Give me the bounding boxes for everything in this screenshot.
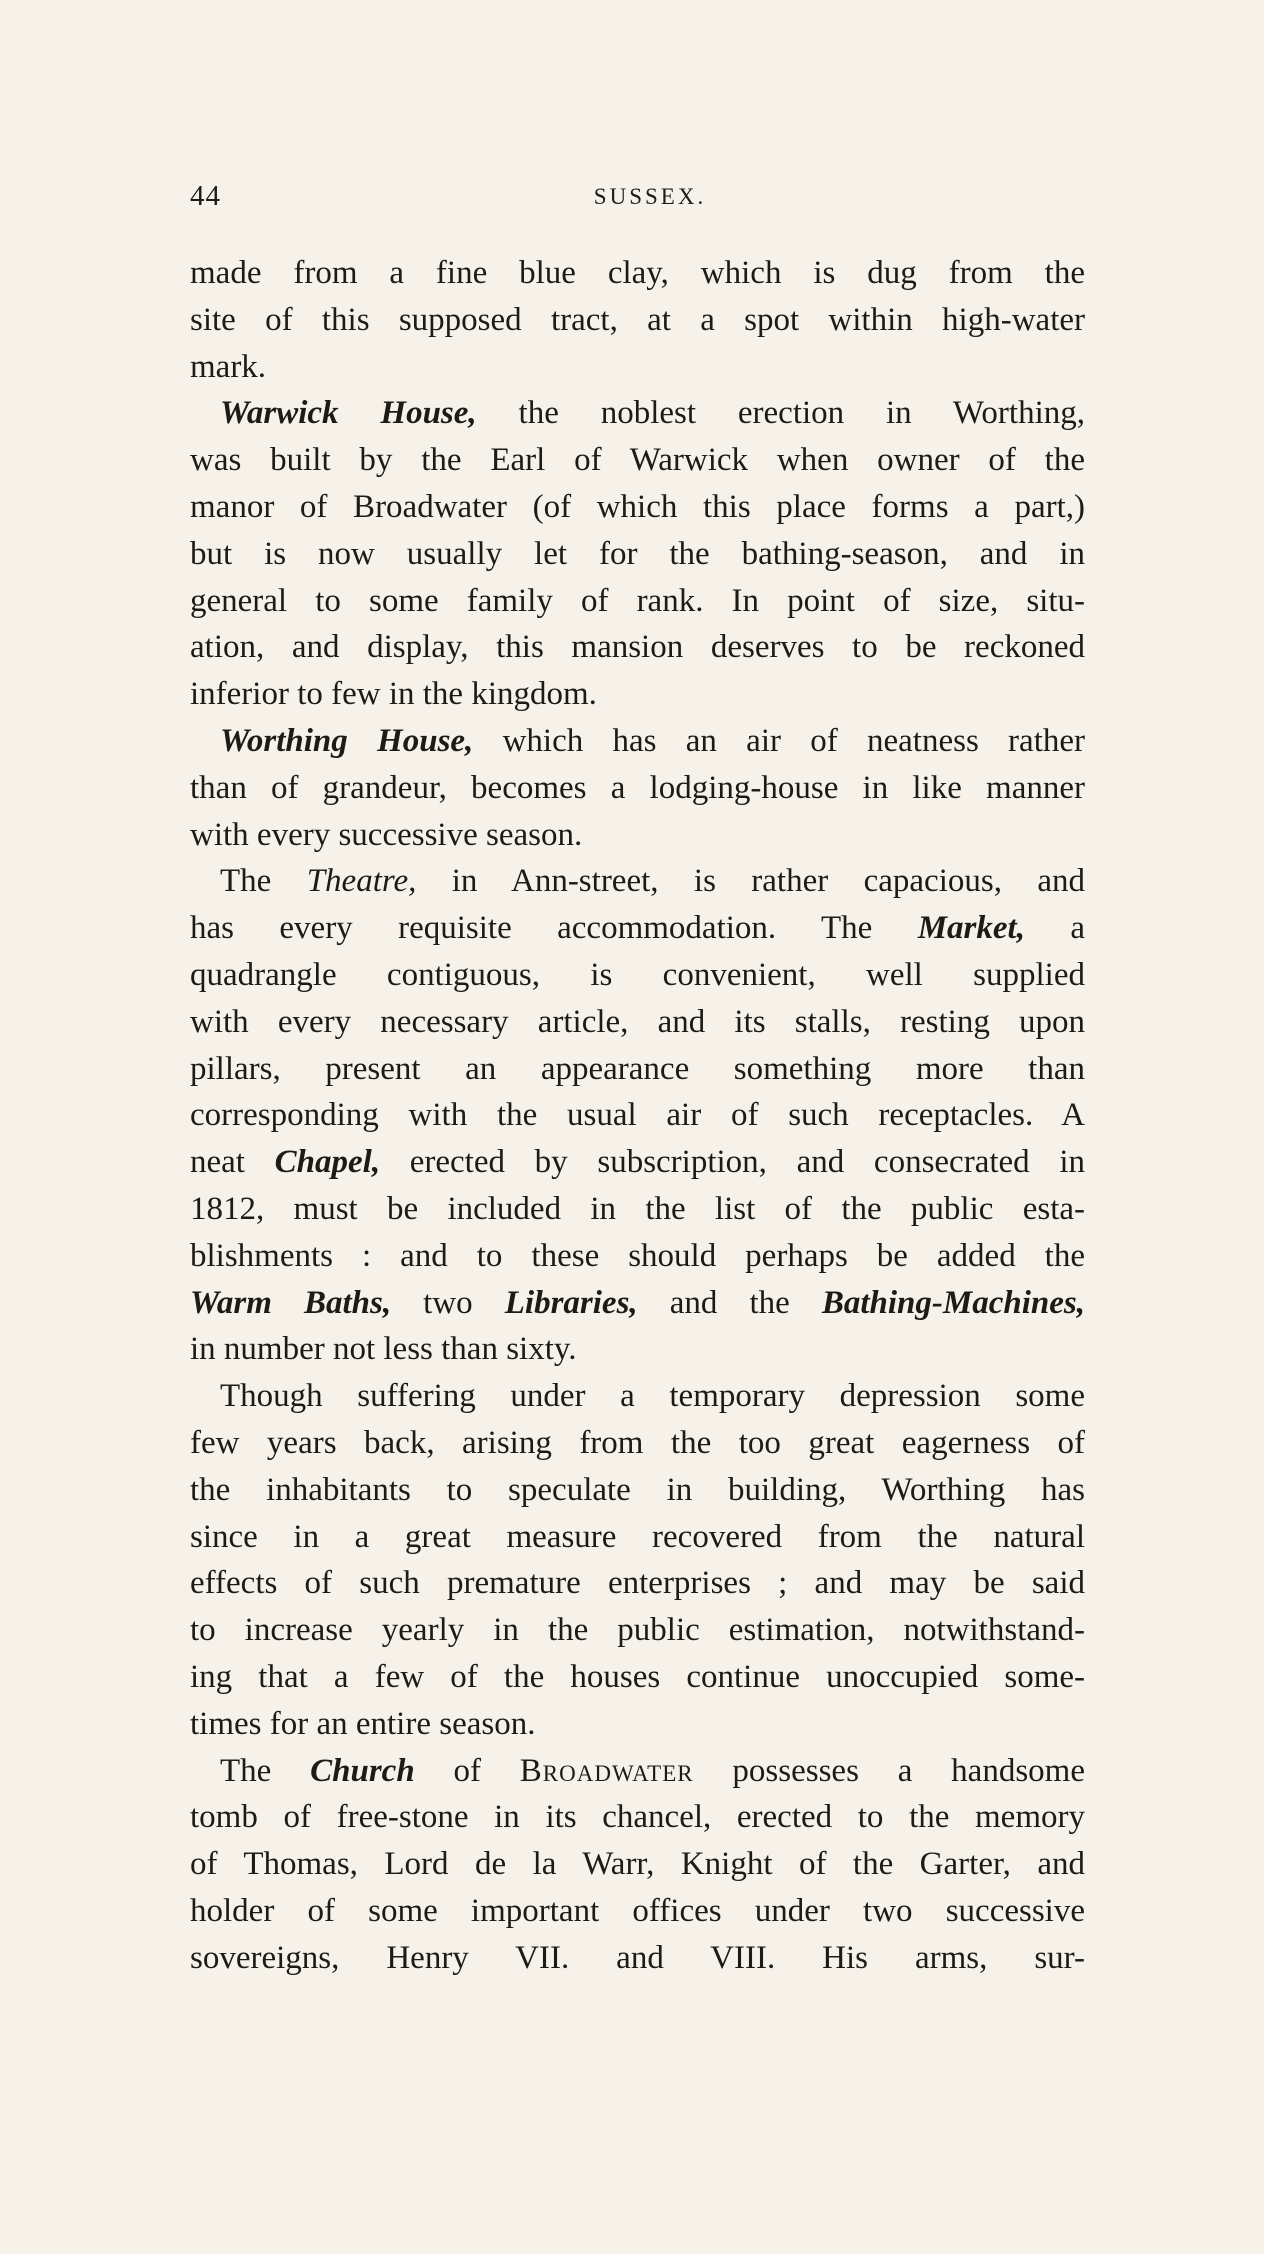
text-line: than of grandeur, becomes a lodging-house in like manner [190, 769, 1085, 806]
emphasis-chapel: Chapel, [274, 1144, 381, 1181]
emphasis-church: Church [310, 1752, 415, 1789]
text-line: neat Chapel, erected by subscription, and consecrated in [190, 1144, 1085, 1181]
page-header [190, 180, 1110, 230]
text-line: the inhabitants to speculate in building, Worthing has [190, 1471, 1085, 1508]
text-line: site of this supposed tract, at a spot within high-water [190, 301, 1085, 338]
text-line: sovereigns, Henry VII. and VIII. His arms, sur- [190, 1939, 1085, 1976]
emphasis-theatre: Theatre, [306, 863, 417, 900]
text-line: ation, and display, this mansion deserves to be reckoned [190, 629, 1085, 666]
text-line: general to some family of rank. In point of size, situ- [190, 582, 1085, 619]
text-line: manor of Broadwater (of which this place forms a part,) [190, 488, 1085, 525]
text-line: with every necessary article, and its stalls, resting upon [190, 1003, 1085, 1040]
text-line: was built by the Earl of Warwick when owner of the [190, 442, 1085, 479]
text-line: tomb of free-stone in its chancel, erected to the memory [190, 1799, 1085, 1836]
text-line: blishments : and to these should perhaps be added the [190, 1237, 1085, 1274]
emphasis-warwick-house: Warwick House, [220, 395, 477, 432]
emphasis-worthing-house: Worthing House, [220, 722, 474, 759]
text-line: has every requisite accommodation. The Market, a [190, 910, 1085, 947]
text-line: in number not less than sixty. [190, 1331, 577, 1368]
text-line: with every successive season. [190, 816, 583, 853]
text-line: pillars, present an appearance something more than [190, 1050, 1085, 1087]
emphasis-warm-baths: Warm Baths, [190, 1284, 392, 1321]
text-line: but is now usually let for the bathing-season, and in [190, 535, 1085, 572]
text-line: Warm Baths, two Libraries, and the Bathing-Machines, [190, 1284, 1086, 1321]
emphasis-libraries: Libraries, [504, 1284, 638, 1321]
text-line: mark. [190, 348, 267, 385]
emphasis-bathing-machines: Bathing-Machines, [821, 1284, 1086, 1321]
text-line: holder of some important offices under two successive [190, 1892, 1085, 1929]
text-line: quadrangle contiguous, is convenient, well supplied [190, 956, 1085, 993]
running-head: SUSSEX. [593, 184, 707, 209]
body-text [190, 250, 1085, 1981]
text-line: The Theatre, in Ann-street, is rather capacious, and [220, 863, 1085, 900]
text-line: Worthing House, which has an air of neatness rather [220, 722, 1085, 759]
text-line: ing that a few of the houses continue unoccupied some- [190, 1658, 1085, 1695]
text-line: since in a great measure recovered from the natural [190, 1518, 1085, 1555]
text-line: effects of such premature enterprises ; and may be said [190, 1565, 1085, 1602]
text-line: The Church of Broadwater possesses a handsome [220, 1752, 1085, 1789]
text-line: Warwick House, the noblest erection in Worthing, [220, 395, 1086, 432]
text-line: 1812, must be included in the list of the public esta- [190, 1190, 1085, 1227]
text-line: to increase yearly in the public estimation, notwithstand- [190, 1612, 1085, 1649]
text-line: few years back, arising from the too great eagerness of [190, 1424, 1085, 1461]
page-number: 44 [190, 180, 221, 212]
text-line: made from a fine blue clay, which is dug from the [190, 255, 1085, 291]
text-line: of Thomas, Lord de la Warr, Knight of the Garter, and [190, 1846, 1085, 1883]
text-line: Though suffering under a temporary depression some [220, 1378, 1085, 1415]
text-line: times for an entire season. [190, 1705, 536, 1742]
text-line: corresponding with the usual air of such receptacles. A [190, 1097, 1085, 1134]
emphasis-market: Market, [917, 910, 1025, 947]
small-caps-broadwater: Broadwater [519, 1752, 694, 1789]
text-line: inferior to few in the kingdom. [190, 676, 597, 713]
